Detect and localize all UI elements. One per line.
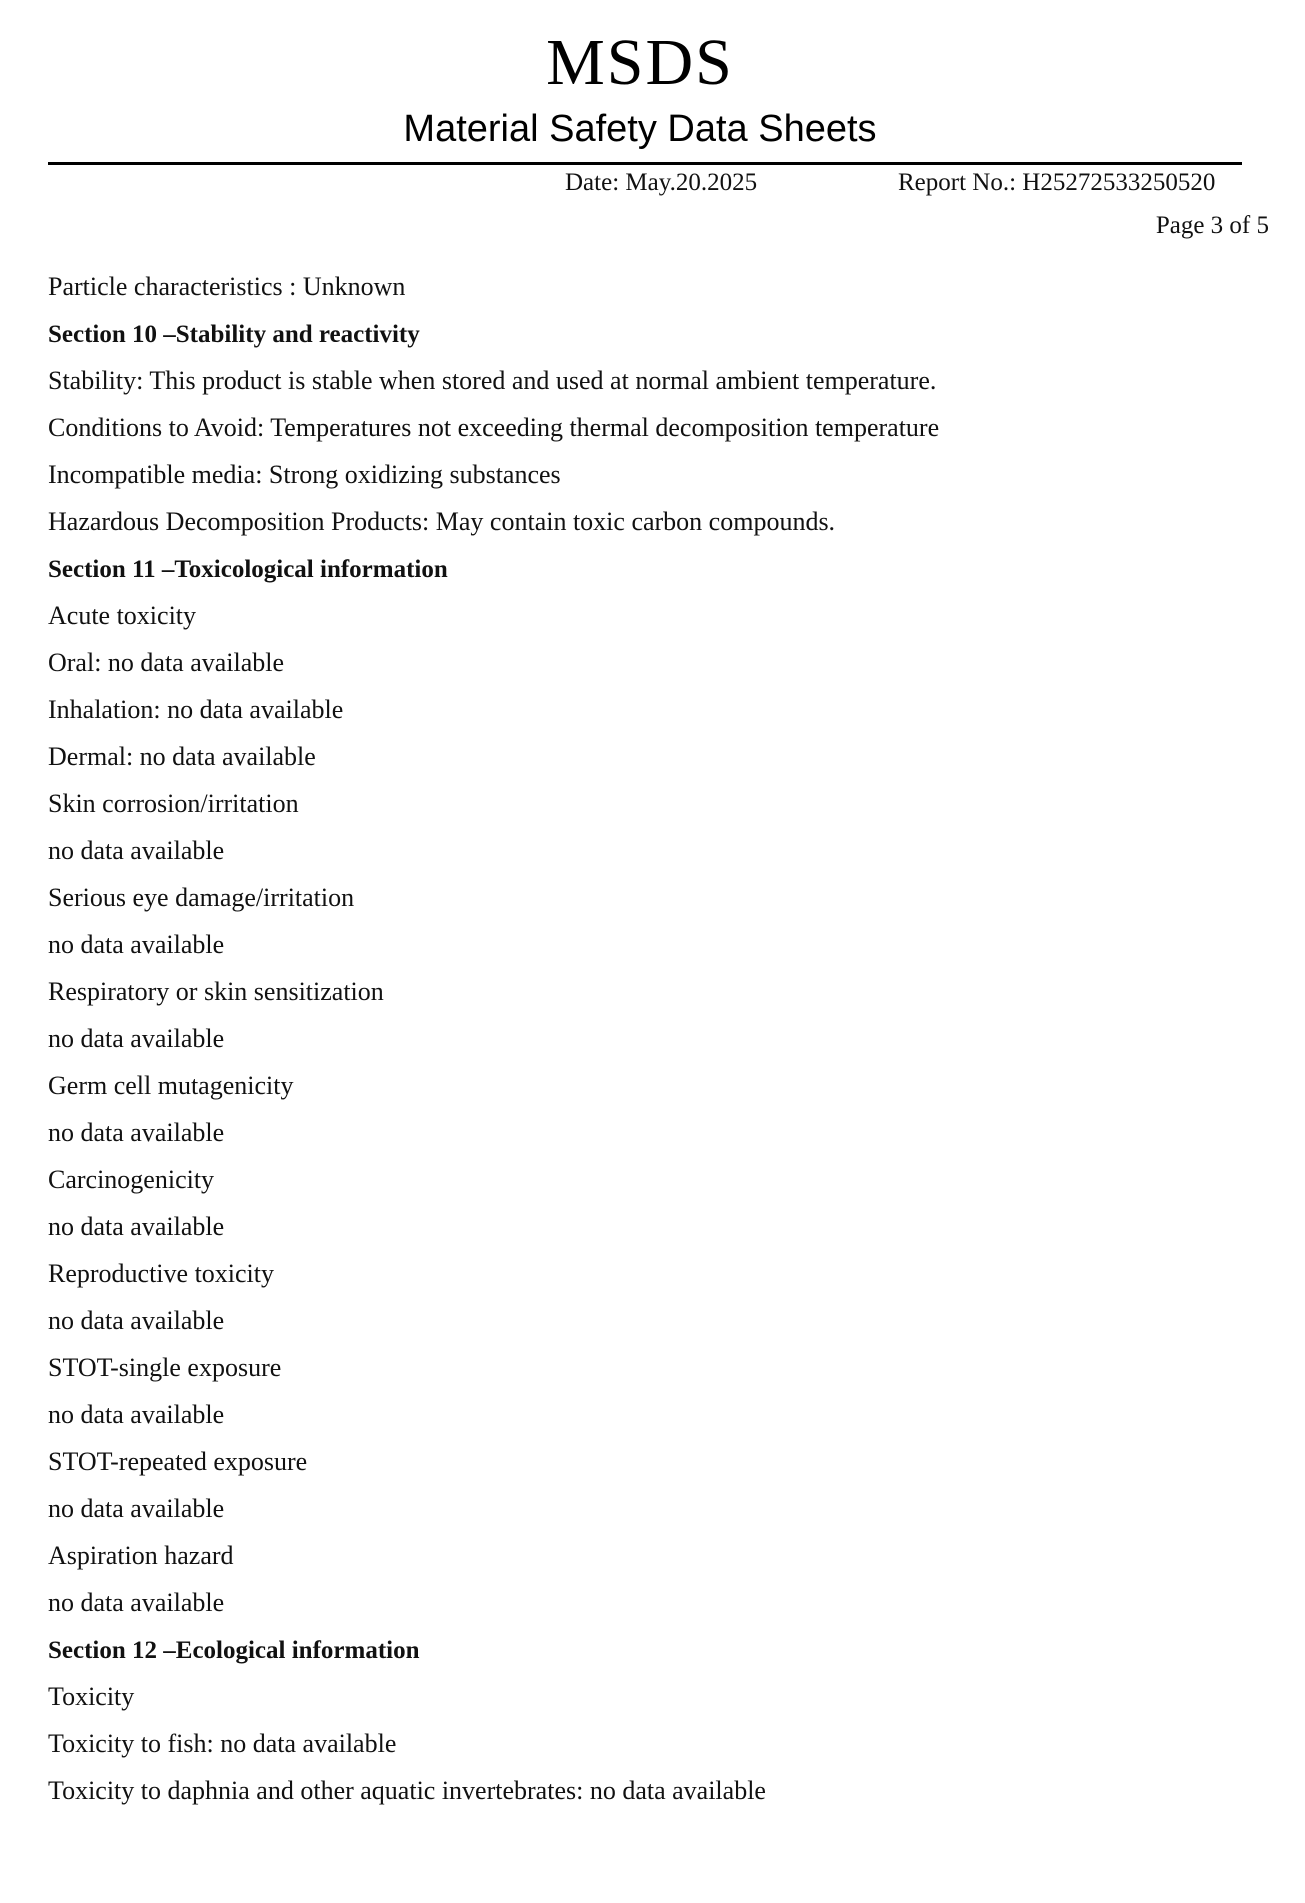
carcinogenicity-label: Carcinogenicity	[48, 1165, 215, 1194]
eye-damage-value: no data available	[48, 930, 225, 959]
reproductive-toxicity-label: Reproductive toxicity	[48, 1259, 275, 1288]
hazardous-decomposition-line: Hazardous Decomposition Products: May contain toxic carbon compounds.	[48, 507, 836, 536]
dermal-line: Dermal: no data available	[48, 742, 316, 771]
carcinogenicity-value: no data available	[48, 1212, 225, 1241]
oral-line: Oral: no data available	[48, 648, 285, 677]
document-title: MSDS	[546, 26, 734, 99]
toxicity-daphnia-line: Toxicity to daphnia and other aquatic invertebrates: no data available	[48, 1776, 766, 1805]
page-number: Page 3 of 5	[1155, 212, 1269, 239]
reproductive-toxicity-value: no data available	[48, 1306, 225, 1335]
skin-corrosion-value: no data available	[48, 836, 225, 865]
sensitization-label: Respiratory or skin sensitization	[48, 977, 384, 1006]
acute-toxicity-label: Acute toxicity	[48, 601, 197, 630]
aspiration-hazard-value: no data available	[48, 1588, 225, 1617]
conditions-to-avoid-line: Conditions to Avoid: Temperatures not exceeding thermal decomposition temperature	[48, 413, 940, 442]
toxicity-fish-line: Toxicity to fish: no data available	[48, 1729, 397, 1758]
stability-line: Stability: This product is stable when stored and used at normal ambient temperature.	[48, 366, 937, 395]
document-body	[48, 263, 1248, 1814]
germ-cell-label: Germ cell mutagenicity	[48, 1071, 294, 1100]
germ-cell-value: no data available	[48, 1118, 225, 1147]
document-subtitle: Material Safety Data Sheets	[403, 108, 877, 150]
eye-damage-label: Serious eye damage/irritation	[48, 883, 355, 912]
stot-repeated-label: STOT-repeated exposure	[48, 1447, 308, 1476]
toxicity-label: Toxicity	[48, 1682, 135, 1711]
header-divider	[48, 162, 1242, 165]
stot-repeated-value: no data available	[48, 1494, 225, 1523]
section-11-heading: Section 11 –Toxicological information	[48, 556, 448, 583]
aspiration-hazard-label: Aspiration hazard	[48, 1541, 234, 1570]
section-12-heading: Section 12 –Ecological information	[48, 1637, 420, 1664]
stot-single-label: STOT-single exposure	[48, 1353, 282, 1382]
report-number: Report No.: H25272533250520	[898, 169, 1216, 196]
particle-characteristics: Particle characteristics : Unknown	[48, 272, 406, 301]
incompatible-media-line: Incompatible media: Strong oxidizing substances	[48, 460, 561, 489]
inhalation-line: Inhalation: no data available	[48, 695, 344, 724]
skin-corrosion-label: Skin corrosion/irritation	[48, 789, 299, 818]
report-date: Date: May.20.2025	[565, 169, 758, 196]
stot-single-value: no data available	[48, 1400, 225, 1429]
section-10-heading: Section 10 –Stability and reactivity	[48, 321, 420, 348]
sensitization-value: no data available	[48, 1024, 225, 1053]
